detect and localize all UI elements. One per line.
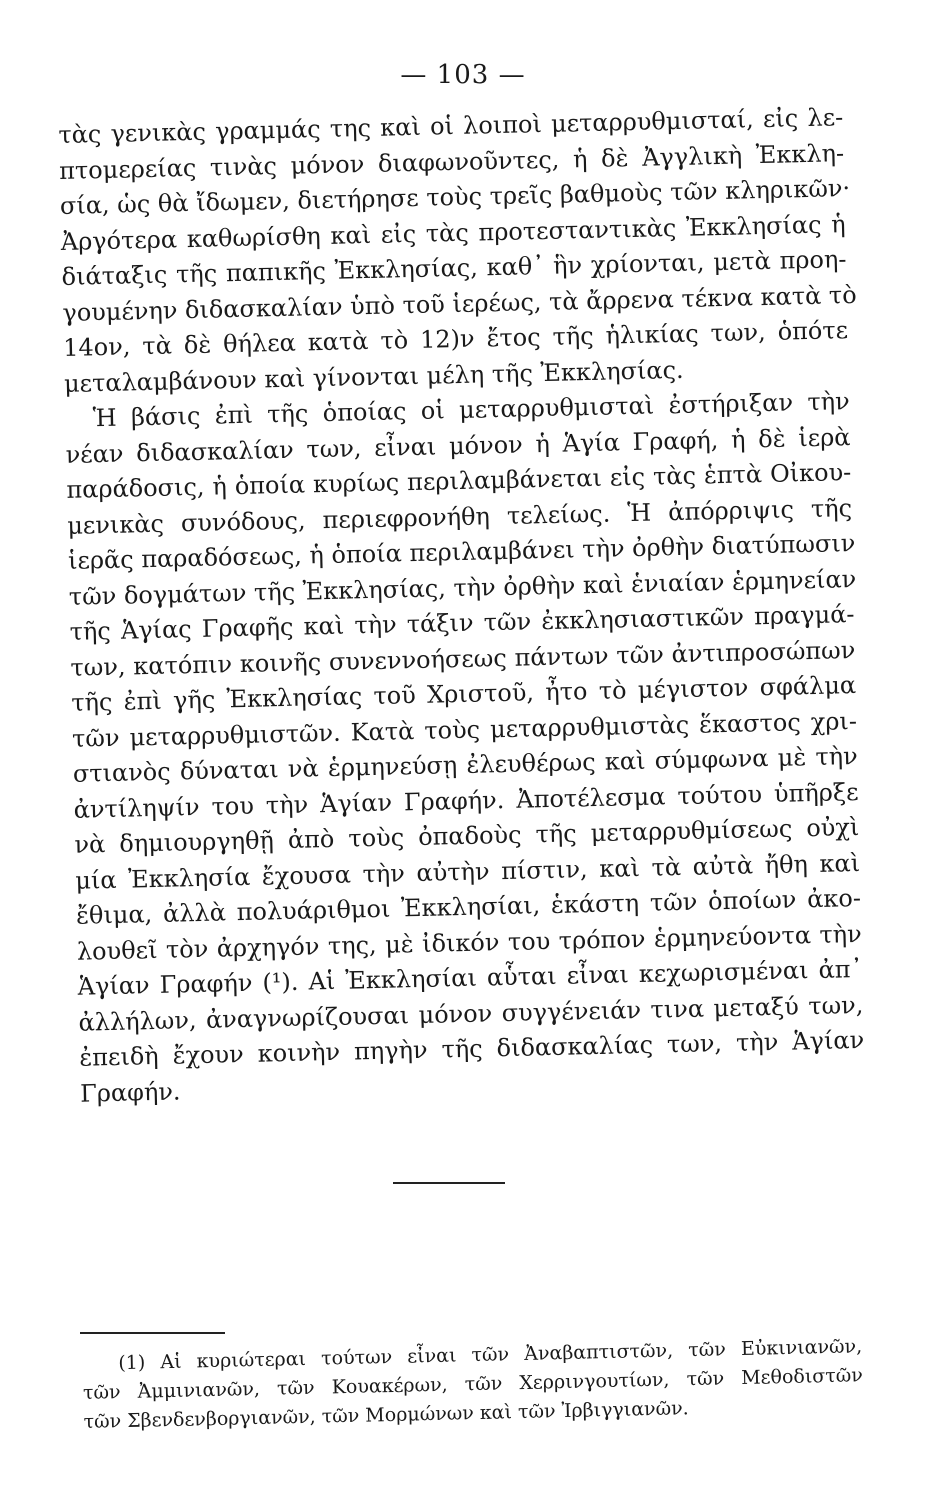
section-divider <box>393 1182 505 1184</box>
text-line: τῆς Ἁγίας Γραφῆς καὶ τὴν τάξιν τῶν ἐκκλησιαστικῶν πραγμά- <box>69 600 855 646</box>
text-line: ἐπειδὴ ἔχουν κοινὴν πηγὴν τῆς διδασκαλίας των, τὴν Ἁγίαν <box>79 1025 865 1072</box>
footnote-line: (1) Αἱ κυριώτεραι τούτων εἶναι τῶν Ἀναβαπτιστῶν, τῶν Εὐκινιανῶν, <box>118 1335 863 1375</box>
text-line: μία Ἐκκλησία ἔχουσα τὴν αὐτὴν πίστιν, καὶ τὰ αὐτὰ ἤθη καὶ <box>74 848 861 895</box>
body-text <box>58 100 865 1112</box>
paragraph-start-line: Ἡ βάσις ἐπὶ τῆς ὁποίας οἱ μεταρρυθμισταὶ ἐστήριξαν τὴν <box>92 387 850 433</box>
text-line: νὰ δημιουργηθῇ ἀπὸ τοὺς ὀπαδοὺς τῆς μεταρρυθμίσεως οὐχὶ <box>74 813 860 859</box>
footnote-line: τῶν Ἀμμινιανῶν, τῶν Κουακέρων, τῶν Χερρινγουτίων, τῶν Μεθοδιστῶν <box>82 1364 864 1404</box>
text-line: ἔθιμα, ἀλλὰ πολυάριθμοι Ἐκκλησίαι, ἑκάστη τῶν ὁποίων ἀκο- <box>75 883 862 930</box>
text-line: Ἁγίαν Γραφήν (¹). Αἱ Ἐκκλησίαι αὗται εἶναι κεχωρισμέναι ἀπ᾽ <box>77 954 863 1001</box>
text-line: ἀλλήλων, ἀναγνωρίζουσαι μόνον συγγένειάν τινα μεταξύ των, <box>78 990 864 1037</box>
text-line: διάταξις τῆς παπικῆς Ἐκκλησίας, καθ᾽ ἣν χρίονται, μετὰ προη- <box>61 245 847 291</box>
text-line: νέαν διδασκαλίαν των, εἶναι μόνον ἡ Ἁγία Γραφή, ἡ δὲ ἱερὰ <box>65 422 851 469</box>
text-line: τῆς ἐπὶ γῆς Ἐκκλησίας τοῦ Χριστοῦ, ἦτο τὸ μέγιστον σφάλμα <box>70 671 857 717</box>
text-line: 14ον, τὰ δὲ θήλεα κατὰ τὸ 12)ν ἔτος τῆς ἡλικίας των, ὁπότε <box>62 316 849 362</box>
text-line: λουθεῖ τὸν ἀρχηγόν της, μὲ ἰδικόν του τρόπον ἑρμηνεύοντα τὴν <box>76 919 863 966</box>
text-line: στιανὸς δύναται νὰ ἑρμηνεύσῃ ἐλευθέρως καὶ σύμφωνα μὲ τὴν <box>72 742 858 788</box>
text-line: Ἀργότερα καθωρίσθη καὶ εἰς τὰς προτεσταντικὰς Ἐκκλησίας ἡ <box>60 209 846 256</box>
footnote-divider <box>80 1332 225 1334</box>
text-line: ἱερᾶς παραδόσεως, ἡ ὁποία περιλαμβάνει τὴν ὀρθὴν διατύπωσιν <box>67 529 856 575</box>
page-number: — 103 — <box>400 60 526 90</box>
text-line: μενικὰς συνόδους, περιεφρονήθη τελείως. Ἡ ἀπόρριψις τῆς <box>66 493 853 540</box>
text-line: πτομερείας τινὰς μόνον διαφωνοῦντες, ἡ δὲ Ἀγγλικὴ Ἐκκλη- <box>58 138 845 185</box>
text-line: ἀντίληψίν του τὴν Ἁγίαν Γραφήν. Ἀποτέλεσμα τούτου ὑπῆρξε <box>73 777 859 824</box>
text-line: σία, ὡς θὰ ἴδωμεν, διετήρησε τοὺς τρεῖς βαθμοὺς τῶν κληρικῶν· <box>59 174 851 220</box>
footnotes <box>82 1332 864 1437</box>
footnote-line: τῶν Σβενδενβοργιανῶν, τῶν Μορμώνων καὶ τῶν Ἰρβιγγιανῶν. <box>83 1397 689 1433</box>
text-line: τῶν μεταρρυθμιστῶν. Κατὰ τοὺς μεταρρυθμιστὰς ἕκαστος χρι- <box>71 706 858 753</box>
text-line: τὰς γενικὰς γραμμάς της καὶ οἱ λοιποὶ μεταρρυθμισταί, εἰς λε- <box>58 103 844 149</box>
text-line: παράδοσις, ἡ ὁποία κυρίως περιλαμβάνεται εἰς τὰς ἑπτὰ Οἰκου- <box>66 458 852 504</box>
text-line: των, κατόπιν κοινῆς συνεννοήσεως πάντων τῶν ἀντιπροσώπων <box>70 635 856 682</box>
text-line: γουμένην διδασκαλίαν ὑπὸ τοῦ ἱερέως, τὰ ἄρρενα τέκνα κατὰ τὸ <box>62 280 857 327</box>
text-line: τῶν δογμάτων τῆς Ἐκκλησίας, τὴν ὀρθὴν καὶ ἑνιαίαν ἑρμηνείαν <box>68 564 857 611</box>
text-line: μεταλαμβάνουν καὶ γίνονται μέλη τῆς Ἐκκλησίας. <box>63 355 684 398</box>
text-line: Γραφήν. <box>79 1076 181 1108</box>
